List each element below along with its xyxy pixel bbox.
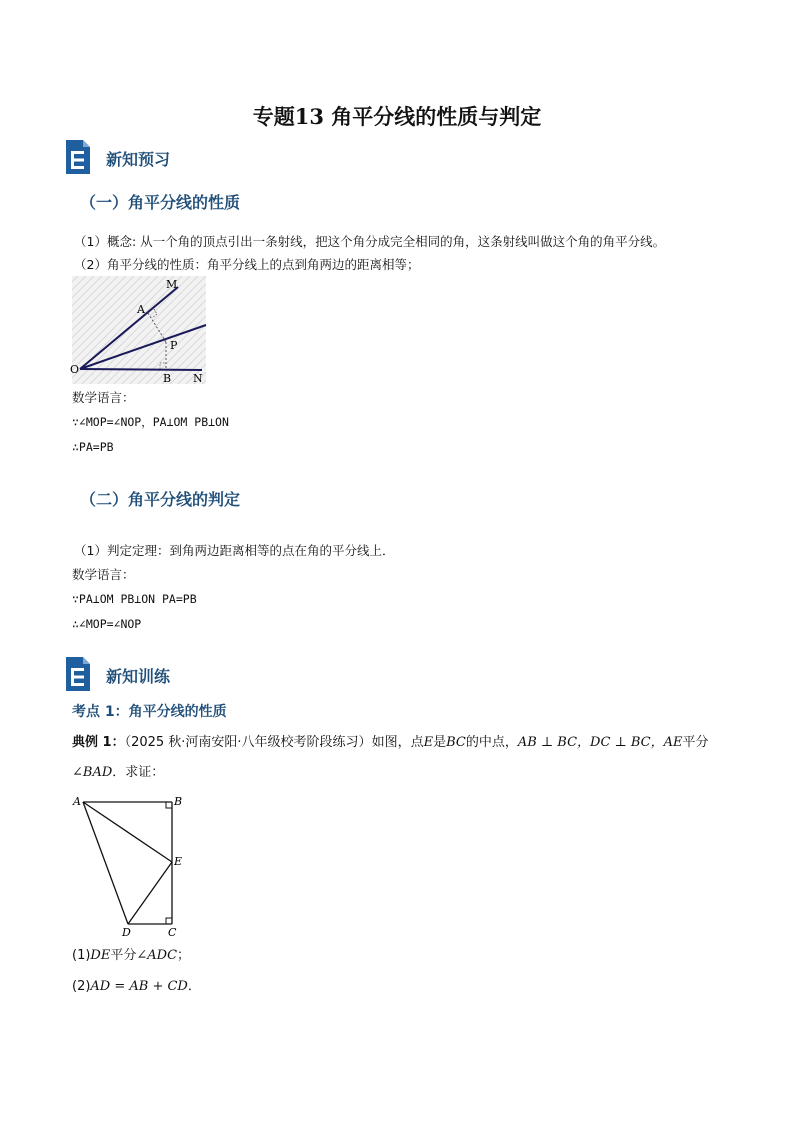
label-a: A — [137, 303, 145, 316]
label-e: E — [174, 855, 183, 868]
label-b: B — [163, 372, 172, 385]
section-header-preview — [64, 138, 264, 178]
section-label: 新知训练 — [106, 667, 171, 686]
property-text: （2）角平分线的性质：角平分线上的点到角两边的距离相等； — [74, 257, 420, 272]
quadrilateral-figure — [68, 792, 190, 938]
segment-ae — [83, 802, 172, 862]
document-icon — [64, 138, 92, 176]
segment-ad — [83, 802, 128, 924]
example-condition: AB ⊥ BC，DC ⊥ BC，AE — [517, 735, 683, 750]
label-n: N — [193, 372, 203, 385]
ray-on — [80, 369, 202, 370]
document-icon — [64, 655, 92, 693]
subsection-title-judgement: （二）角平分线的判定 — [80, 490, 241, 509]
segment-de — [128, 862, 172, 924]
label-m: M — [166, 278, 178, 291]
subsection-title-property: （一）角平分线的性质 — [80, 193, 241, 212]
test-point-title: 考点 1：角平分线的性质 — [72, 704, 227, 720]
label-d: D — [122, 926, 131, 938]
question-1: (1)DE平分∠ADC； — [72, 948, 191, 963]
label-p: P — [170, 339, 178, 352]
conclusion-statement-2: ∴∠MOP=∠NOP — [72, 617, 142, 631]
angle-bisector-figure — [70, 276, 210, 386]
example-source: （2025 秋·河南安阳·八年级校考阶段练习） — [124, 735, 372, 750]
example-text: 典例 1：（2025 秋·河南安阳·八年级校考阶段练习）如图，点E是BC的中点，AB ⊥ BC，DC ⊥ BC，AE平分 ∠BAD．求证： — [72, 735, 709, 780]
section-label: 新知预习 — [106, 150, 171, 169]
page-title: 专题13 角平分线的性质与判定 — [252, 104, 542, 129]
theorem-text: （1）判定定理：到角两边距离相等的点在角的平分线上． — [74, 543, 395, 558]
label-b: B — [174, 795, 183, 808]
question-2: (2)AD = AB + CD． — [72, 979, 201, 994]
given-statement-2: ∵PA⊥OM PB⊥ON PA=PB — [72, 592, 197, 606]
label-c: C — [168, 926, 177, 938]
math-language-label-2: 数学语言： — [72, 567, 135, 582]
label-a: A — [73, 795, 81, 808]
example-prefix: 典例 1： — [72, 735, 125, 750]
conclusion-statement: ∴PA=PB — [72, 440, 114, 454]
concept-text: （1）概念: 从一个角的顶点引出一条射线，把这个角分成完全相同的角，这条射线叫做这个角的角平分线。 — [74, 234, 666, 249]
given-statement: ∵∠MOP=∠NOP，PA⊥OM PB⊥ON — [72, 415, 229, 429]
label-o: O — [70, 363, 80, 376]
section-header-training — [64, 655, 264, 695]
math-language-label: 数学语言： — [72, 390, 135, 405]
